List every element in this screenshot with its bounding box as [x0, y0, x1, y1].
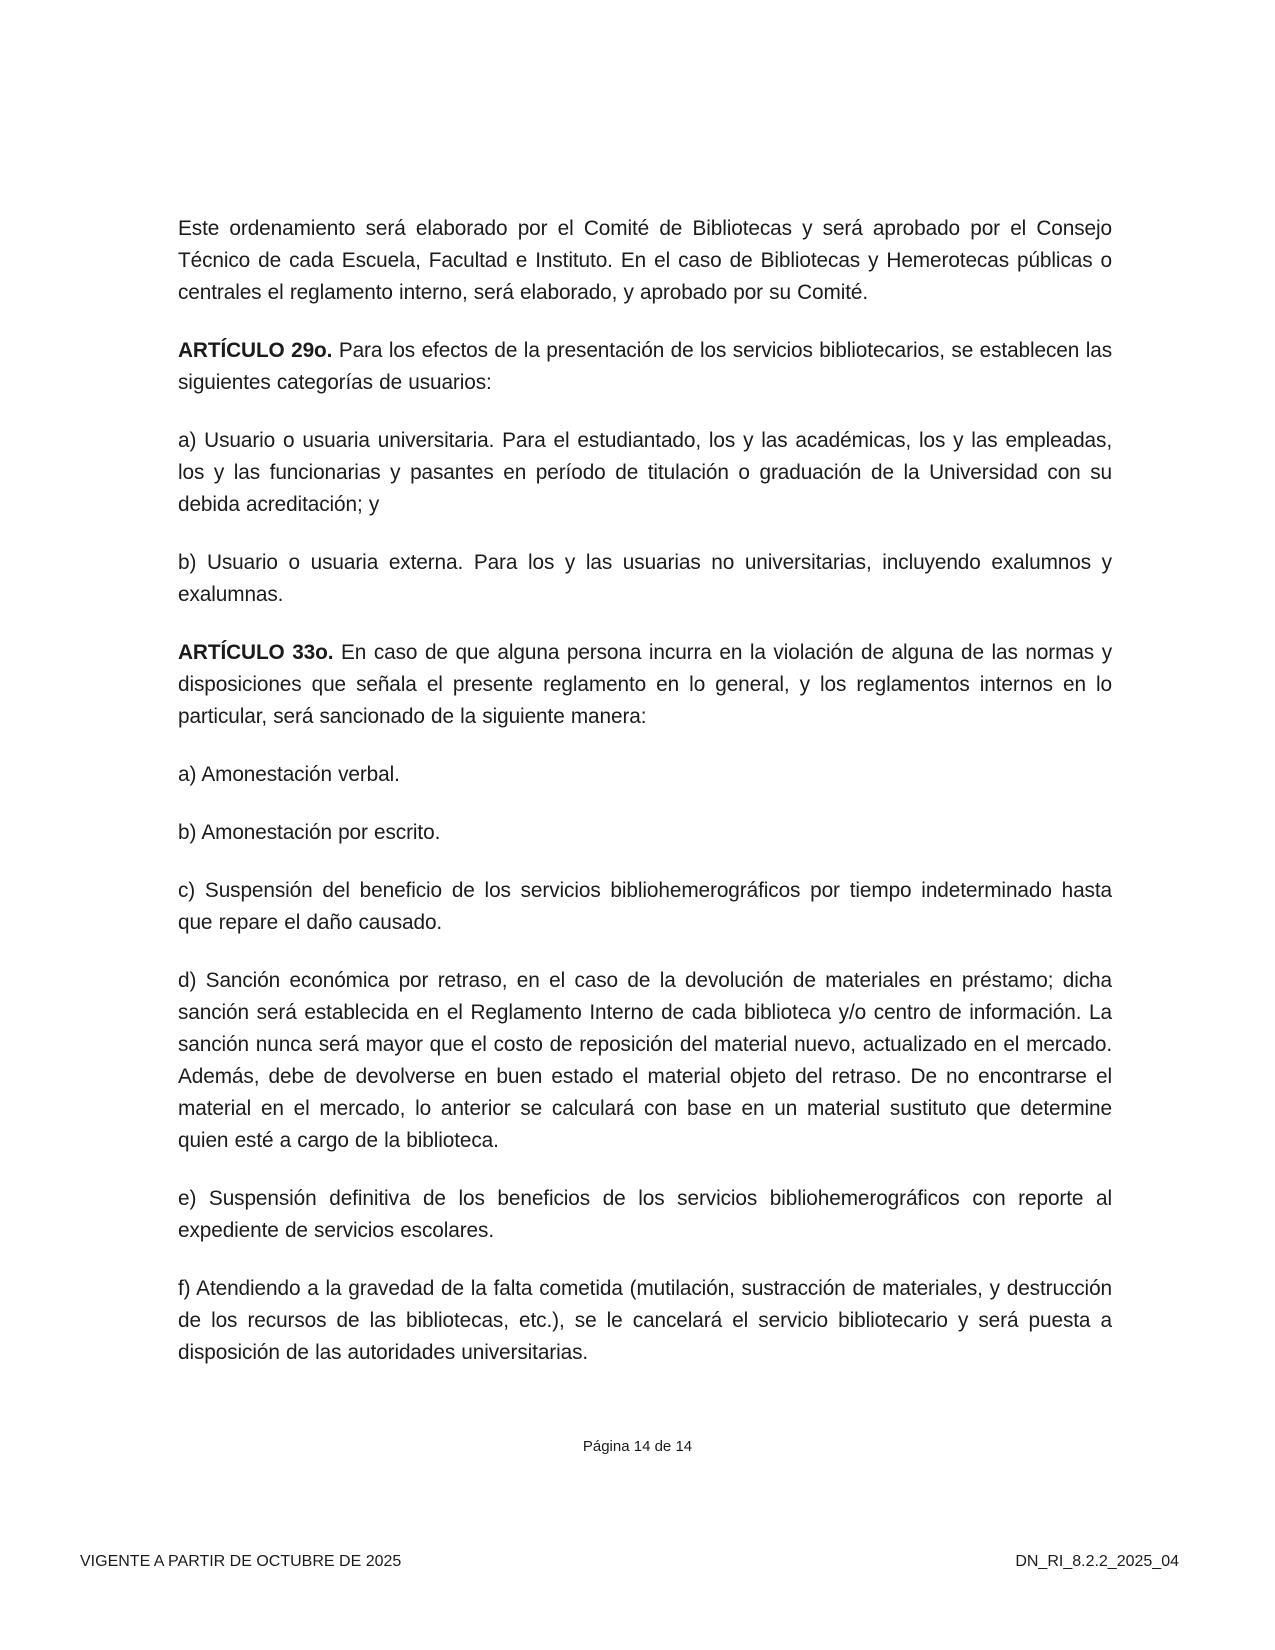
article-paragraph: ARTÍCULO 33o. En caso de que alguna persona incurra en la violación de alguna de las normas y disposiciones que señala el presente reglamento en lo general, y los reglamentos internos en lo particular, será sancionado de la siguiente manera:: [178, 641, 1112, 728]
document-footer: [80, 1553, 1179, 1571]
article-paragraph: ARTÍCULO 29o. Para los efectos de la presentación de los servicios bibliotecarios, se establecen las siguientes categorías de usuarios:: [178, 339, 1112, 394]
body-paragraph: b) Usuario o usuaria externa. Para los y las usuarias no universitarias, incluyendo exalumnos y exalumnas.: [178, 551, 1112, 606]
body-paragraph: Este ordenamiento será elaborado por el Comité de Bibliotecas y será aprobado por el Consejo Técnico de cada Escuela, Facultad e Instituto. En el caso de Bibliotecas y Hemerotecas públicas o centrales el reglamento interno, será elaborado, y aprobado por su Comité.: [178, 217, 1112, 304]
body-paragraph: c) Suspensión del beneficio de los servicios bibliohemerográficos por tiempo indeterminado hasta que repare el daño causado.: [178, 879, 1112, 934]
footer-effective-date: VIGENTE A PARTIR DE OCTUBRE DE 2025: [80, 1553, 402, 1570]
document-body: [178, 213, 1112, 1395]
body-paragraph: d) Sanción económica por retraso, en el caso de la devolución de materiales en préstamo; dicha sanción será establecida en el Reglamento Interno de cada biblioteca y/o centro de información. La sanción nunca será mayor que el costo de reposición del material nuevo, actualizado en el mercado. Además, debe de devolverse en buen estado el material objeto del retraso. De no encontrarse el material en el mercado, lo anterior se calculará con base en un material sustituto que determine quien esté a cargo de la biblioteca.: [178, 969, 1112, 1152]
body-paragraph: f) Atendiendo a la gravedad de la falta cometida (mutilación, sustracción de materiales, y destrucción de los recursos de las bibliotecas, etc.), se le cancelará el servicio bibliotecario y será puesta a disposición de las autoridades universitarias.: [178, 1277, 1112, 1364]
article-label: ARTÍCULO 33o.: [178, 641, 342, 664]
body-paragraph: b) Amonestación por escrito.: [178, 821, 441, 844]
body-paragraph: a) Amonestación verbal.: [178, 763, 400, 786]
body-paragraph: e) Suspensión definitiva de los beneficios de los servicios bibliohemerográficos con reporte al expediente de servicios escolares.: [178, 1187, 1112, 1242]
article-label: ARTÍCULO 29o.: [178, 339, 339, 362]
page-number: Página 14 de 14: [582, 1438, 693, 1455]
footer-document-code: DN_RI_8.2.2_2025_04: [1015, 1553, 1179, 1570]
body-paragraph: a) Usuario o usuaria universitaria. Para el estudiantado, los y las académicas, los y las empleadas, los y las funcionarias y pasantes en período de titulación o graduación de la Universidad con su debida acreditación; y: [178, 429, 1112, 516]
